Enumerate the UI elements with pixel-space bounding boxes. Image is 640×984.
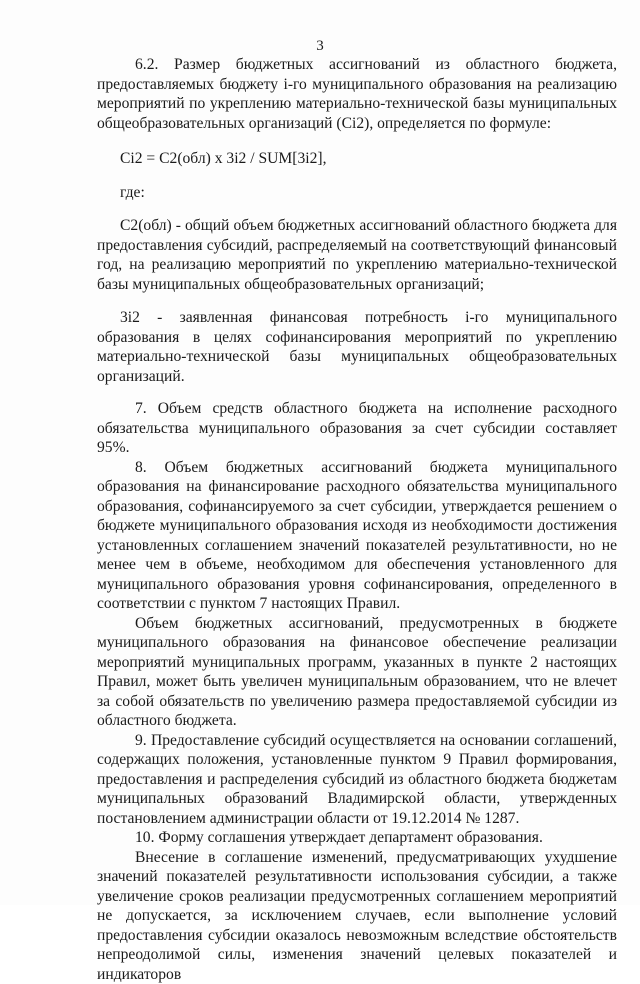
formula-where-label: где: bbox=[97, 183, 617, 203]
paragraph-7: 7. Объем средств областного бюджета на исполнение расходного обязательства муниципального образования за счет субсидии составляет 95%. bbox=[97, 399, 617, 458]
paragraph-10: 10. Форму соглашения утверждает департамент образования. bbox=[97, 828, 617, 848]
definition-c2-obl: C2(обл) - общий объем бюджетных ассигнований областного бюджета для предоставления субсидий, распределяемый на соответствующий финансовый год, на реализацию мероприятий по укреплению материально-технической базы муниципальных общеобразовательных организаций; bbox=[97, 216, 617, 294]
paragraph-8-continuation: Объем бюджетных ассигнований, предусмотренных в бюджете муниципального образования на финансовое обеспечение реализации мероприятий муниципальных программ, указанных в пункте 2 настоящих Правил, может быть увеличен муниципальным образованием, что не влечет за собой обязательств по увеличению размера предоставляемой субсидии из областного бюджета. bbox=[97, 614, 617, 731]
definition-3i2: 3i2 - заявленная финансовая потребность i-го муниципального образования в целях софинансирования мероприятий по укреплению материально-технической базы муниципальных общеобразовательных организаций. bbox=[97, 308, 617, 386]
paragraph-9: 9. Предоставление субсидий осуществляется на основании соглашений, содержащих положения, установленные пунктом 9 Правил формирования, предоставления и распределения субсидий из областного бюджета бюджетам муниципальных образований Владимирской области, утвержденных постановлением администрации области от 19.12.2014 № 1287. bbox=[97, 731, 617, 829]
paragraph-6-2: 6.2. Размер бюджетных ассигнований из областного бюджета, предоставляемых бюджету i-го муниципального образования на реализацию мероприятий по укреплению материально-технической базы муниципальных общеобразовательных организаций (Ci2), определяется по формуле: bbox=[97, 55, 617, 133]
page-number: 3 bbox=[0, 38, 640, 55]
paragraph-10-continuation: Внесение в соглашение изменений, предусматривающих ухудшение значений показателей результативности использования субсидии, а также увеличение сроков реализации предусмотренных соглашением мероприятий не допускается, за исключением случаев, если выполнение условий предоставления субсидии оказалось невозможным вследствие обстоятельств непреодолимой силы, изменения значений целевых показателей и индикаторов bbox=[97, 848, 617, 984]
paragraph-8: 8. Объем бюджетных ассигнований бюджета муниципального образования на финансирование расходного обязательства муниципального образования, софинансируемого за счет субсидии, утверждается решением о бюджете муниципального образования исходя из необходимости достижения установленных соглашением значений показателей результативности, но не менее чем в объеме, необходимом для обеспечения установленного для муниципального образования уровня софинансирования, определенного в соответствии с пунктом 7 настоящих Правил. bbox=[97, 458, 617, 614]
document-body bbox=[97, 55, 617, 984]
formula-ci2: Ci2 = C2(обл) x 3i2 / SUM[3i2], bbox=[97, 149, 617, 169]
